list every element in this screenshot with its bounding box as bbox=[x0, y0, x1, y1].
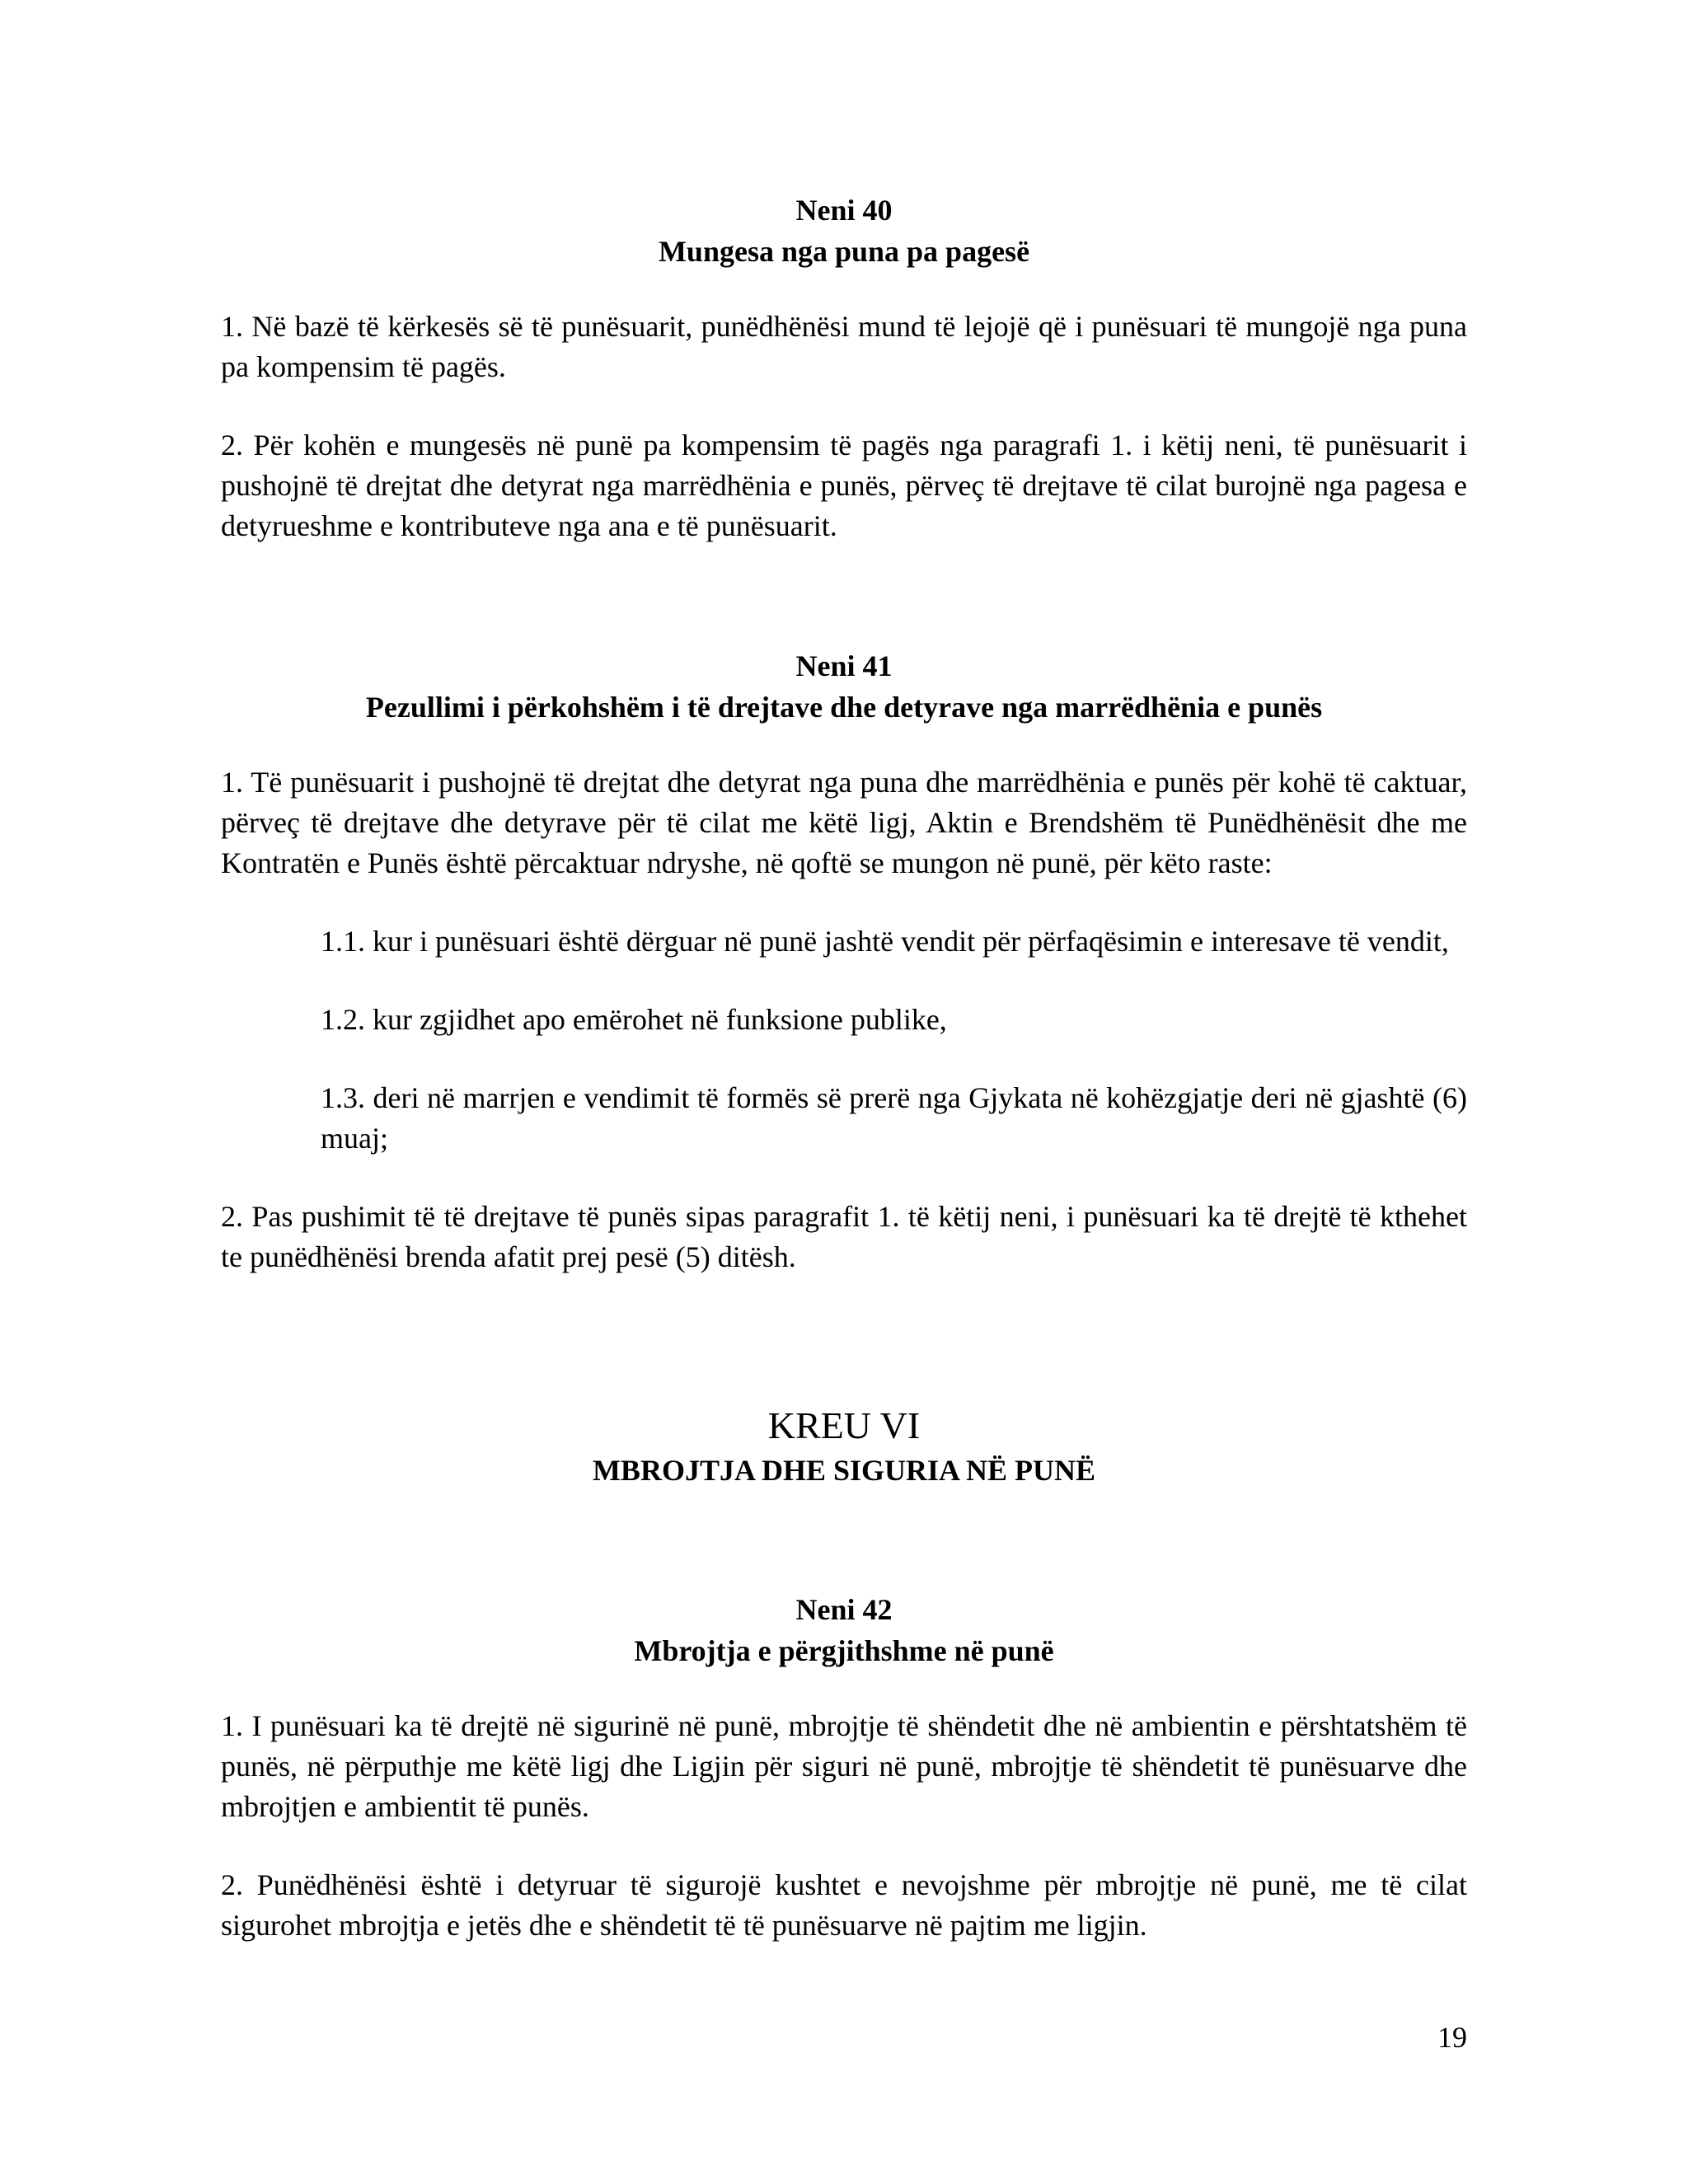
article-40-paragraph-1: 1. Në bazë të kërkesës së të punësuarit, punëdhënësi mund të lejojë që i punësuari të mungojë nga puna pa kompensim të pagës. bbox=[221, 310, 1467, 383]
chapter-title: MBROJTJA DHE SIGURIA NË PUNË bbox=[592, 1454, 1096, 1487]
chapter-6 bbox=[221, 1401, 1467, 1490]
article-41-subitem-1-3: 1.3. deri në marrjen e vendimit të formës së prerë nga Gjykata në kohëzgjatje deri në gjashtë (6) muaj; bbox=[321, 1081, 1467, 1155]
article-42 bbox=[221, 1589, 1467, 1946]
article-42-title: Mbrojtja e përgjithshme në punë bbox=[634, 1634, 1054, 1667]
article-41-title: Pezullimi i përkohshëm i të drejtave dhe detyrave nga marrëdhënia e punës bbox=[365, 691, 1323, 724]
article-40-title: Mungesa nga puna pa pagesë bbox=[658, 235, 1030, 268]
chapter-number: KREU VI bbox=[767, 1404, 921, 1446]
article-41-paragraph-2: 2. Pas pushimit të të drejtave të punës sipas paragrafit 1. të këtij neni, i punësuari ka të drejtë të kthehet te punëdhënësi brenda afatit prej pesë (5) ditësh. bbox=[221, 1200, 1467, 1273]
article-41-number: Neni 41 bbox=[795, 649, 893, 682]
article-41-subitem-1-1: 1.1. kur i punësuari është dërguar në punë jashtë vendit për përfaqësimin e interesave të vendit, bbox=[321, 925, 1449, 958]
article-40 bbox=[221, 190, 1467, 546]
article-42-paragraph-2: 2. Punëdhënësi është i detyruar të sigurojë kushtet e nevojshme për mbrojtje në punë, me të cilat sigurohet mbrojtja e jetës dhe e shëndetit të të punësuarve në pajtim me ligjin. bbox=[221, 1868, 1467, 1942]
article-42-number: Neni 42 bbox=[795, 1593, 893, 1626]
article-40-number: Neni 40 bbox=[795, 194, 893, 227]
article-41 bbox=[221, 645, 1467, 1277]
page-content bbox=[221, 190, 1467, 1946]
article-41-paragraph-1: 1. Të punësuarit i pushojnë të drejtat dhe detyrat nga puna dhe marrëdhënia e punës për kohë të caktuar, përveç të drejtave dhe detyrave për të cilat me këtë ligj, Aktin e Brendshëm të Punëdhënësit dhe me Kontratën e Punës është përcaktuar ndryshe, në qoftë se mungon në punë, për këto raste: bbox=[221, 766, 1467, 879]
article-40-paragraph-2: 2. Për kohën e mungesës në punë pa kompensim të pagës nga paragrafi 1. i këtij neni, të punësuarit i pushojnë të drejtat dhe detyrat nga marrëdhënia e punës, përveç të drejtave të cilat burojnë nga pagesa e detyrueshme e kontributeve nga ana e të punësuarit. bbox=[221, 429, 1467, 542]
page-number: 19 bbox=[1437, 2021, 1467, 2054]
article-42-paragraph-1: 1. I punësuari ka të drejtë në sigurinë në punë, mbrojtje të shëndetit dhe në ambientin e përshtatshëm të punës, në përputhje me këtë ligj dhe Ligjin për siguri në punë, mbrojtje të shëndetit të punësuarve dhe mbrojtjen e ambientit të punës. bbox=[221, 1709, 1467, 1823]
article-41-subitem-1-2: 1.2. kur zgjidhet apo emërohet në funksione publike, bbox=[321, 1003, 947, 1036]
